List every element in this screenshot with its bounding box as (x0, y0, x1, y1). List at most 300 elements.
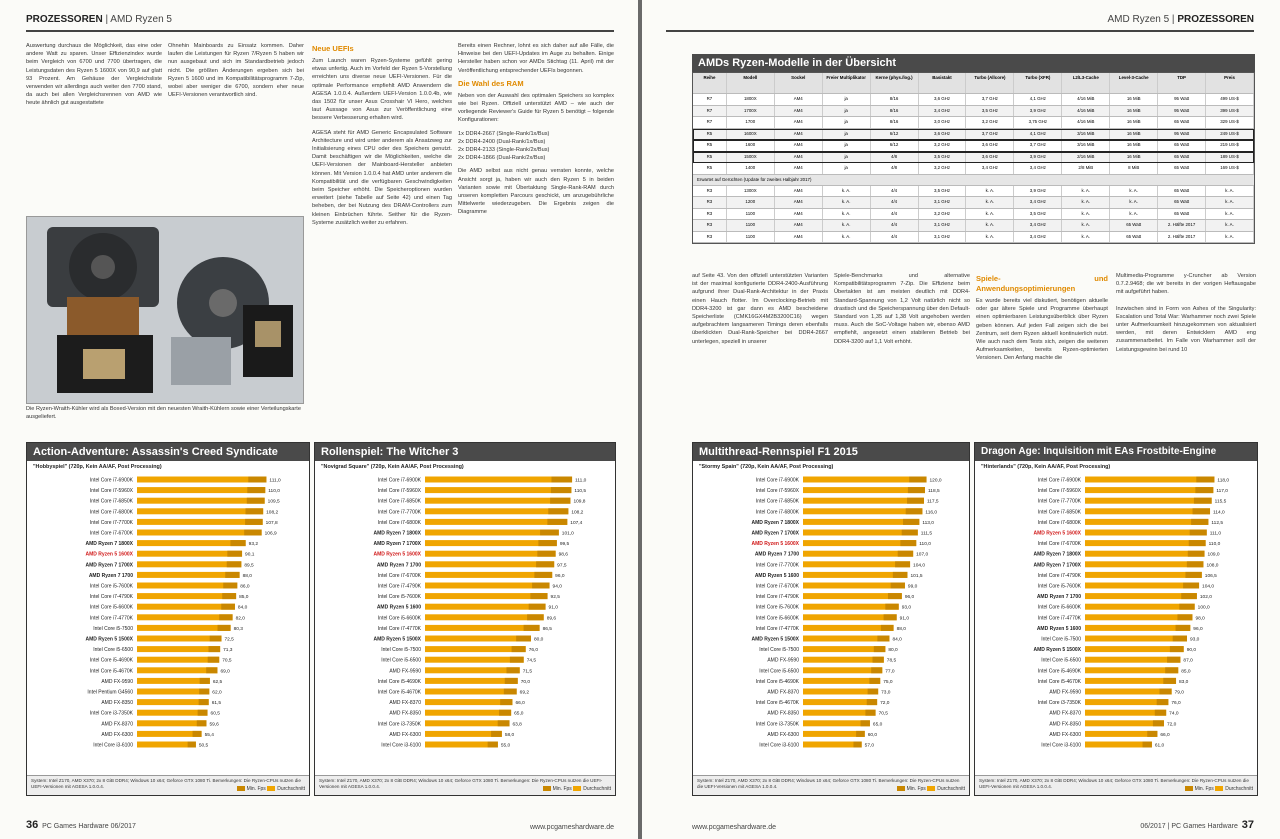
bar-value: 65,0 (514, 711, 524, 717)
spec-cell: AM4 (775, 197, 823, 208)
right-text-column-4 (1116, 272, 1256, 436)
bar-label: AMD Ryzen 5 1600 (754, 572, 799, 579)
bar-label: AMD Ryzen 5 1600X (373, 551, 421, 558)
bar-min-segment (218, 625, 231, 631)
spec-cell: k. A. (823, 197, 871, 208)
spec-cell: 16 MiB (1110, 140, 1158, 151)
bar-label: Intel Core i7-6800K (89, 509, 133, 516)
bar-label: Intel Core i7-7700K (755, 562, 799, 569)
bar-value: 69,2 (519, 690, 530, 696)
spec-header-cell: Reihe (693, 73, 727, 93)
bar-value: 70,5 (878, 711, 888, 717)
bar-label: Intel Core i7-4770K (1037, 615, 1081, 622)
ram-list (458, 130, 614, 163)
bar (137, 477, 266, 483)
paragraph-ycruncher: Multimedia-Programme y-Cruncher ab Version 0.7.2.9468; die wir bereits in der vorigen Heftausgabe mit aufgeführt haben. (1116, 273, 1256, 296)
spec-cell: R5 (693, 163, 727, 174)
spec-header-cell: Preis (1206, 73, 1254, 93)
bar (425, 583, 550, 589)
bar-label: AMD Ryzen 7 1800X (1033, 551, 1081, 558)
bar-min-segment (893, 572, 908, 578)
spec-cell: k. A. (1206, 197, 1254, 208)
bar-value: 118,5 (927, 489, 940, 495)
page-number: 37 (1241, 819, 1254, 831)
bar (425, 731, 502, 737)
bar-min-segment (188, 742, 196, 748)
spec-cell: 95 Watt (1158, 129, 1206, 140)
bar-value: 94,0 (552, 584, 562, 590)
bar (803, 636, 889, 642)
spec-cell: 2/16 MiB (1062, 152, 1110, 163)
bar (1085, 583, 1199, 589)
bar-value: 91,0 (899, 616, 910, 622)
spec-header-cell: L2/L3-Cache (1062, 73, 1110, 93)
chart-title: Dragon Age: Inquisition mit EAs Frostbite-Engine (975, 443, 1257, 461)
bar-min-segment (861, 720, 870, 726)
bar-label: AMD FX-8350 (101, 700, 133, 707)
right-text-column-2: Spiele-Benchmarks und alternative Kompatibilitätsprogramm 7-Zip. Die Effizienz beim Übertakten ist am meisten deutlich mit DDR4-Standard-Spannung von 1,2 Volt natürlich nicht so drastisch und die Speicherspannung über den Default-Standard von 1,35 auf 1,38 Volt angehoben werden muss. Auch die SoC-Voltage haben wir, ebenso AMD empfiehlt, angesetzt einen stabileren Betrieb bei DDR4-3200 auf 1,1 Volt erhöht. (834, 273, 970, 345)
spec-cell: 1500X (727, 152, 775, 163)
chart-witcher-3 (314, 442, 616, 796)
bar-value: 107,0 (916, 552, 929, 558)
spec-header-cell: Basistakt (919, 73, 967, 93)
bar-value: 63,8 (512, 722, 522, 728)
bar-min-segment (1195, 487, 1213, 493)
bar-value: 65,0 (872, 722, 883, 728)
bar-value: 92,5 (550, 595, 560, 601)
bar (1085, 636, 1187, 642)
bar-value: 61,5 (211, 701, 222, 707)
bar (425, 636, 531, 642)
bar-label: Intel Core i7-4770K (89, 615, 133, 622)
bar (137, 720, 206, 726)
bar-min-segment (874, 646, 886, 652)
bar (137, 614, 233, 620)
bar-label: Intel Core i5-4670K (1037, 678, 1081, 685)
bar (137, 572, 240, 578)
bar-label: Intel Core i5-6600K (89, 604, 133, 611)
bar-label: AMD Ryzen 5 1600X (751, 541, 799, 548)
bar-label: Intel Core i7-6900K (755, 477, 799, 484)
bar-min-segment (877, 636, 889, 642)
bar-label: AMD FX-6300 (767, 731, 799, 738)
bar-min-segment (872, 657, 883, 663)
bar-min-segment (540, 530, 559, 536)
bar-min-segment (1176, 625, 1191, 631)
bar-value: 57,0 (864, 743, 875, 749)
bar-value: 107,8 (265, 520, 278, 526)
bar (1085, 604, 1195, 610)
bar (425, 667, 520, 673)
bar-label: Intel Core i7-6800K (377, 519, 421, 526)
spec-cell: AM4 (775, 220, 823, 231)
legend-avg: Durchschnitt (1225, 786, 1253, 792)
spec-cell: 2. Hälfte 2017 (1158, 232, 1206, 243)
spec-cell: R5 (693, 140, 727, 151)
subheading-optimierungen: Spiele- und Anwendungsoptimierungen (976, 274, 1108, 293)
spec-cell: 4/4 (871, 186, 919, 197)
bar-value: 83,0 (1179, 679, 1189, 685)
bar-label: Intel Core i5-6600K (755, 615, 799, 622)
spec-cell: R5 (693, 129, 727, 140)
bar-chart-svg (27, 471, 309, 763)
bar-min-segment (491, 731, 502, 737)
bar (425, 699, 512, 705)
cpu-cooler-photo (26, 216, 304, 404)
bar-label: Intel Core i7-6900K (377, 477, 421, 484)
chart-footnote (975, 775, 1257, 795)
bar-min-segment (206, 667, 217, 673)
bar-min-segment (247, 487, 265, 493)
bar (1085, 487, 1213, 493)
bar-min-segment (551, 487, 571, 493)
bar-label: AMD Ryzen 7 1800X (373, 530, 421, 537)
spec-cell: k. A. (966, 232, 1014, 243)
bar-min-segment (230, 540, 245, 546)
bar-label: Intel Core i5-6500 (1041, 657, 1081, 664)
bar-min-segment (1155, 710, 1166, 716)
bar-label: AMD Ryzen 7 1700 (376, 562, 421, 569)
spec-cell: 95 Watt (1158, 94, 1206, 105)
bar-min-segment (245, 508, 263, 514)
spec-cell: 1800X (727, 94, 775, 105)
bar (1085, 540, 1206, 546)
bar-min-segment (498, 720, 510, 726)
bar-chart-svg (315, 471, 615, 763)
ram-list-item: 2x DDR4-1866 (Dual-Rank/2x/Bus) (458, 155, 546, 162)
spec-cell: 1200 (727, 197, 775, 208)
bar (1085, 667, 1178, 673)
bar-min-segment (197, 720, 207, 726)
bar-value: 76,0 (528, 648, 539, 654)
bar-min-segment (1160, 689, 1172, 695)
spec-cell: 4,1 GHz (1014, 129, 1062, 140)
page-number: 36 (26, 819, 39, 831)
spec-cell: 65 Watt (1110, 220, 1158, 231)
bar-min-segment (1187, 561, 1204, 567)
spec-cell: 3,75 GHz (1014, 117, 1062, 128)
bar-min-segment (868, 689, 879, 695)
spec-cell: k. A. (1110, 209, 1158, 220)
chart-subtitle: "Hinterlands" (720p, Kein AA/AF, Post Processing) (981, 464, 1111, 470)
bar-value: 110,0 (919, 542, 931, 548)
bar (1085, 657, 1180, 663)
paragraph-uefi: Zum Launch waren Ryzen-Systeme gefühlt gering etwas unfertig. Auch im Vorfeld der Ryzen 5-Vorstellung erreichten uns diverse neue UEFI-Versionen. Für die optimale Performance empfiehlt AMD Anwendern die AGESA 1.0.0.4. Außerdem UEFI-Version 1.0.0.4b, wie das 1502 für unser Asus Crosshair VI Hero, welches laut Aussage von Asus zur Veröffentlichung eine bessere Verbesserung erhalten wird. (312, 58, 452, 122)
bar-min-segment (903, 519, 919, 525)
spec-cell: 6/12 (871, 129, 919, 140)
chart-note-text: System: Intel Z170, AMD X370; 2x 8 GiB DDR4; Windows 10 x64; Geforce GTX 1080 Ti. Bemerkungen: Die Ryzen-CPUs nutzen die UEFI-Versionen mit AGESA 1.0.0.4. (979, 778, 1249, 789)
spec-cell: 65 Watt (1158, 117, 1206, 128)
bar-label: AMD Ryzen 7 1700 (1036, 594, 1081, 601)
bar-value: 100,0 (1197, 605, 1210, 611)
text-column-1: Auswertung durchaus die Möglichkeit, das eine oder andere Watt zu sparen. Unser Effizienzindex wurde beim Vergleich von 6700 und 7700 übertragen, die Leistungsdaten des Ryzen 5 1600X von 90,9 auf glatt 93 Prozent. Am Gehäuse der Vergleichsliste verwenden wir allerdings auch weiter den 7700 stand, da auch bei allen Vergleichsrennen von AMD wie heute ähnlich gut ausgestattete (26, 43, 162, 107)
spec-table-note: Erwartet auf Gerüchten (Update für zweites Halbjahr 2017) (693, 175, 1254, 186)
ram-list-item: 1x DDR4-2667 (Single-Rank/1x/Bus) (458, 130, 550, 137)
bar-chart-svg (693, 471, 969, 763)
bar (803, 667, 882, 673)
spec-row (693, 186, 1254, 198)
bar-label: AMD FX-8350 (389, 710, 421, 717)
paragraph-agesa: AGESA steht für AMD Generic Encapsulated Software Architecture und wird unter anderem als Ansatzweg zur Initialisierung eines CPU oder des Speichers genutzt. Damit beschäftigen wir die Möglichkeiten, welche die UEFI-Versionen der Mainboard-Hersteller anbieten können. Mit Version 1.0.0.4 hat AMD unter anderem die Kompatibilität und die verfügbaren Geschwindigkeiten beim Speicher erhöht. Die Speicheroptionen wurden erweitert (siehe Tabelle auf Seite 42) und einen Tag beheben, der bei Nutzung des DRAM-Controllers zum kleinen Einbrüchen führte. Seither für die Ryzen-Systeme zusätzlich weiter zu erfahren. (312, 129, 452, 226)
bar-min-segment (198, 710, 208, 716)
spec-row (693, 117, 1254, 129)
legend-avg: Durchschnitt (937, 786, 965, 792)
bar-label: Intel Core i7-6800K (1037, 519, 1081, 526)
bar (137, 731, 202, 737)
spec-cell: 3,7 GHz (1014, 140, 1062, 151)
bar-value: 84,0 (237, 605, 248, 611)
spec-cell: 3,6 GHz (966, 140, 1014, 151)
bar-label: AMD Ryzen 7 1700X (85, 562, 133, 569)
bar-label: AMD Ryzen 7 1700X (373, 541, 421, 548)
bar (803, 572, 907, 578)
bar-label: Intel Core i7-6700K (89, 530, 133, 537)
right-footer-url: www.pcgameshardware.de (692, 824, 777, 831)
spec-cell: AM4 (775, 129, 823, 140)
bar-min-segment (884, 614, 897, 620)
bar (1085, 530, 1207, 536)
bar-min-segment (505, 678, 518, 684)
paragraph-intro: Bereits einen Rechner, lohnt es sich daher auf alle Fälle, die Hinweise bei den UEFI-Updates im Auge zu behalten. Einige Hersteller haben schon vor AMDs Stichtag (11. April) mit der Veröffentlichung entsprechender UEFIs begonnen. (458, 43, 614, 74)
bar-label: Intel Pentium G4560 (87, 689, 133, 696)
bar (803, 710, 876, 716)
bar-min-segment (1189, 540, 1206, 546)
bar-min-segment (538, 540, 556, 546)
bar-value: 50,5 (198, 743, 209, 749)
bar-value: 113,0 (922, 520, 934, 526)
bar-min-segment (1194, 498, 1212, 504)
bar-label: Intel Core i7-6850K (755, 498, 799, 505)
spec-cell: 3,7 GHz (966, 129, 1014, 140)
bar-label: Intel Core i7-6850K (1037, 509, 1081, 516)
bar-min-segment (1179, 604, 1194, 610)
bar-value: 60,0 (867, 732, 878, 738)
spec-cell: 4/8 (871, 152, 919, 163)
bar-min-segment (1170, 646, 1184, 652)
bar (137, 625, 231, 631)
bar-label: AMD Ryzen 5 1500X (1033, 647, 1081, 654)
bar-min-segment (199, 689, 209, 695)
spec-cell: 399 US-$ (1206, 106, 1254, 117)
bar (425, 508, 568, 514)
bar (1085, 689, 1172, 695)
legend-min: Min. Fps (1194, 786, 1214, 792)
bar-min-segment (227, 561, 242, 567)
bar-label: Intel Core i5-7500 (381, 647, 421, 654)
bar-min-segment (208, 646, 220, 652)
bar-value: 58,0 (504, 732, 515, 738)
bar (425, 551, 556, 557)
spec-cell: 4/8 (871, 163, 919, 174)
bar-min-segment (534, 572, 552, 578)
paragraph-games: Inzwischen sind in Form von Ashes of the Singularity: Escalation und Total War: Warhammer noch zwei Spiele unter Aufmerksamkeit hinzugekommen von aktualisiert werden, mit deren Entwicklern AMD eng zusammenarbeitet. Im Falle von Warhammer soll der Leistungsgewinn bei rund 10 (1116, 305, 1256, 353)
bar-label: Intel Core i5-7600K (377, 594, 421, 601)
paragraph-ram: Neben von der Auswahl des optimalen Speichers so komplex wie bei Ryzen. Offiziell unterstützt AMD – wie auch der vorliegende Reviewer's Guide für Ryzen 5 benötigt – folgende Konfigurationen: (458, 92, 614, 124)
bar-value: 74,0 (1169, 711, 1179, 717)
spec-cell: k. A. (823, 186, 871, 197)
bar (137, 487, 265, 493)
spec-cell: R3 (693, 186, 727, 197)
bar (803, 487, 925, 493)
spec-row (693, 152, 1254, 164)
bar (137, 551, 242, 557)
spec-cell: k. A. (1062, 232, 1110, 243)
spec-cell: R7 (693, 106, 727, 117)
bar-min-segment (900, 540, 916, 546)
spec-cell: 3,9 GHz (1014, 186, 1062, 197)
chart-subtitle: "Novigrad Square" (720p, Kein AA/AF, Post Processing) (321, 464, 464, 470)
bar (137, 498, 265, 504)
spec-cell: 16 MiB (1110, 106, 1158, 117)
bar-value: 62,0 (212, 690, 222, 696)
paragraph-optimierungen: Es wurde bereits viel diskutiert, benötigen aktuelle oder gar ältere Spiele und Programme überhaupt einen optimierbaren Leistungsüberblick über Ryzen geben können. Auf jeden Fall zeigen sich die bei Zentrum, seit dem Ryzen aktuell kontinuierlich nutzt. Wie auch nach dem Tests sich, zeigen die weiteren Aufmerksamkeiten, bereits Ryzen-optimierten Versionen. Den Anfang machte die (976, 298, 1108, 362)
bar-label: Intel Core i7-4790K (1037, 572, 1081, 579)
bar (137, 646, 220, 652)
bar (425, 678, 518, 684)
bar-value: 114,0 (1213, 510, 1225, 516)
bar (803, 646, 885, 652)
spec-cell: ja (823, 163, 871, 174)
spec-cell: 329 US-$ (1206, 117, 1254, 128)
bar-value: 85,0 (239, 595, 249, 601)
bar-value: 70,5 (222, 658, 232, 664)
bar-min-segment (547, 519, 567, 525)
bar-value: 108,0 (1206, 563, 1219, 569)
spec-cell: k. A. (1206, 232, 1254, 243)
bar-label: Intel Core i7-6800K (755, 509, 799, 516)
bar-value: 72,5 (224, 637, 234, 643)
bar-label: Intel Core i7-5960X (755, 488, 799, 495)
spec-cell: 95 Watt (1158, 106, 1206, 117)
bar-value: 109,0 (1207, 552, 1220, 558)
bar-label: AMD FX-8370 (389, 700, 421, 707)
spec-cell: k. A. (966, 220, 1014, 231)
bar-value: 99,5 (559, 542, 570, 548)
footer-magazine: PC Games Hardware 06/2017 (42, 823, 136, 830)
spec-cell: k. A. (1062, 220, 1110, 231)
spec-cell: 3,6 GHz (919, 129, 967, 140)
spec-cell: k. A. (1206, 220, 1254, 231)
bar-min-segment (219, 614, 232, 620)
bar (137, 519, 263, 525)
bar-min-segment (506, 667, 519, 673)
bar-min-segment (908, 487, 925, 493)
bar-label: Intel Core i5-7600K (1037, 583, 1081, 590)
bar-value: 89,5 (244, 563, 254, 569)
spec-cell: 3,6 GHz (919, 94, 967, 105)
spec-cell: 3,4 GHz (1014, 220, 1062, 231)
spec-cell: 4/4 (871, 220, 919, 231)
chart-note-text: System: Intel Z170, AMD X370; 2x 8 GiB DDR4; Windows 10 x64; Geforce GTX 1080 Ti. Bemerkungen: Die Ryzen-CPUs nutzen die UEFI-Versionen mit AGESA 1.0.0.4. (31, 778, 301, 789)
bar-value: 118,0 (1217, 478, 1230, 484)
bar-min-segment (210, 636, 222, 642)
spec-cell: 1400 (727, 163, 775, 174)
bar-min-segment (885, 604, 898, 610)
spec-cell: R3 (693, 232, 727, 243)
bar-label: AMD FX-9590 (389, 668, 421, 675)
spec-cell: R5 (693, 152, 727, 163)
spec-row (693, 232, 1254, 244)
bar (425, 530, 559, 536)
spec-cell: 3,9 GHz (1014, 106, 1062, 117)
header-section: PROZESSOREN (26, 14, 103, 25)
bar-min-segment (907, 498, 924, 504)
bar-label: Intel Core i3-7350K (1037, 700, 1081, 707)
bar-min-segment (1191, 519, 1208, 525)
bar-min-segment (902, 530, 918, 536)
bar-value: 108,2 (571, 510, 584, 516)
bar-value: 66,0 (1160, 732, 1170, 738)
bar (1085, 710, 1166, 716)
bar-min-segment (1173, 636, 1187, 642)
bar (803, 604, 899, 610)
bar-label: AMD Ryzen 7 1800X (751, 519, 799, 526)
bar-label: AMD Ryzen 7 1800X (85, 541, 133, 548)
bar-value: 97,5 (557, 563, 567, 569)
bar (137, 636, 222, 642)
bar-min-segment (1157, 699, 1169, 705)
spec-row (693, 106, 1254, 118)
bar (1085, 614, 1192, 620)
bar-value: 79,0 (1174, 690, 1184, 696)
bar (1085, 551, 1205, 557)
bar (137, 657, 219, 663)
spec-cell: 3,5 GHz (919, 186, 967, 197)
spec-table-body (693, 94, 1254, 175)
bar-min-segment (537, 551, 555, 557)
bar-label: AMD Ryzen 5 1600 (1036, 625, 1081, 632)
photo-caption: Die Ryzen-Wraith-Kühler wird als Boxed-Version mit den neuesten Wraith-Kühlern sowie einer Verteilungskarte ausgeliefert. (26, 406, 301, 420)
bar (425, 561, 554, 567)
bar-min-segment (1167, 657, 1180, 663)
bar (1085, 572, 1202, 578)
bar-value: 102,0 (1199, 595, 1212, 601)
legend-min: Min. Fps (552, 786, 572, 792)
bar-min-segment (1143, 742, 1152, 748)
bar-min-segment (225, 572, 239, 578)
bar-label: AMD Ryzen 5 1500X (751, 636, 799, 643)
spec-cell: 1600 (727, 140, 775, 151)
bar-min-segment (1153, 720, 1164, 726)
bar-label: Intel Core i5-4690K (89, 657, 133, 664)
bar-value: 72,0 (1166, 722, 1177, 728)
bar-label: Intel Core i5-7600K (755, 604, 799, 611)
bar-value: 86,5 (542, 626, 552, 632)
bar (1085, 731, 1157, 737)
spec-table-body-2 (693, 186, 1254, 244)
bar (425, 710, 511, 716)
spec-cell: 16 MiB (1110, 129, 1158, 140)
bar-value: 55,0 (500, 743, 511, 749)
bar (803, 742, 862, 748)
bar-label: AMD Ryzen 7 1700X (1033, 562, 1081, 569)
bar-label: Intel Core i5-4670K (377, 689, 421, 696)
text-column-3 (312, 42, 452, 434)
bar (425, 625, 540, 631)
bar-label: AMD FX-9590 (1049, 689, 1081, 696)
bar-label: Intel Core i5-7500 (93, 625, 133, 632)
chart-legend (237, 786, 305, 792)
bar (425, 742, 498, 748)
bar-label: AMD FX-8350 (1049, 721, 1081, 728)
spec-cell: 8 MiB (1110, 163, 1158, 174)
chart-f1-2015 (692, 442, 970, 796)
bar (425, 540, 557, 546)
paragraph-ram-2: Die AMD selbst aus nicht genau verraten konnte, welche Ansicht sorgt ja, haben wir auch den Ryzen 5 in beiden Varianten sowie mit Übertaktung Single-Rank-RAM durch unseren kompletten Parcours geschickt, um anzugebührliche Mittelwerte wiederzugeben. Die Ergebnis zeigen die Diagramme (458, 168, 614, 216)
bar-value: 107,4 (570, 520, 583, 526)
bar (425, 477, 572, 483)
spec-cell: AM4 (775, 140, 823, 151)
